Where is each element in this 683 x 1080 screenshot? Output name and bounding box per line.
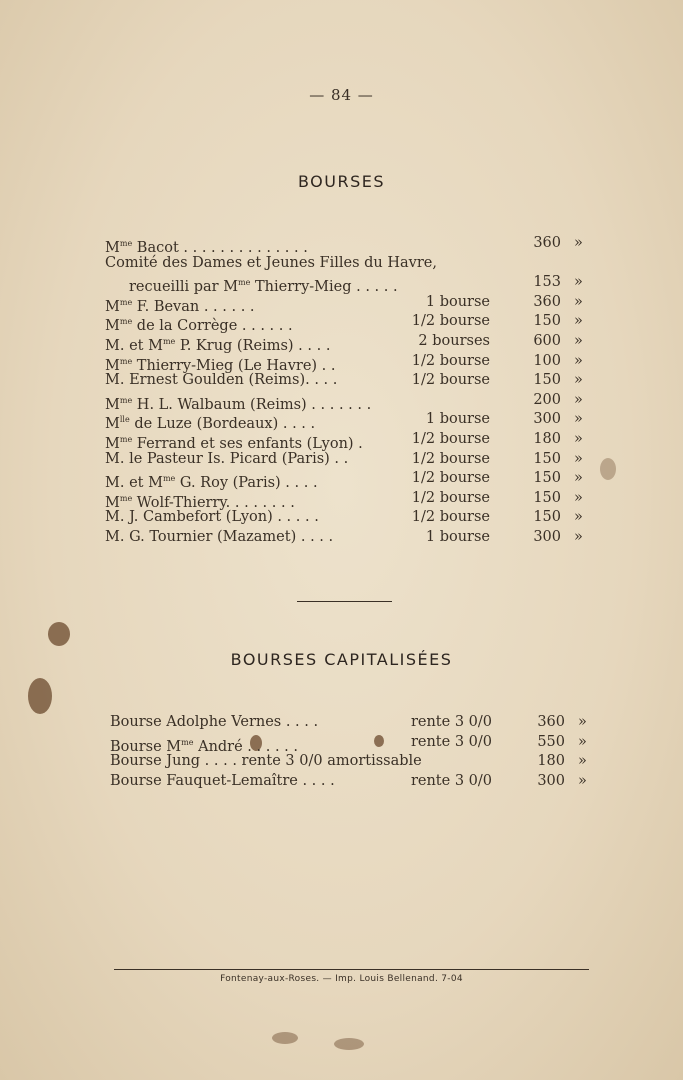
ditto-mark: » xyxy=(578,772,587,789)
ditto-mark: » xyxy=(574,470,583,487)
ditto-mark: » xyxy=(578,714,587,730)
amount: 300 xyxy=(533,529,561,545)
ink-stain xyxy=(374,735,384,747)
donor-name: Comité des Dames et Jeunes Filles du Havre, xyxy=(105,254,437,271)
bourse-quantity: 1/2 bourse xyxy=(411,489,490,506)
amount: 100 xyxy=(533,352,561,369)
ink-stain xyxy=(28,678,52,714)
ditto-mark: » xyxy=(574,450,583,467)
ditto-mark: » xyxy=(574,372,583,389)
bourse-quantity: 1/2 bourse xyxy=(411,313,490,330)
ditto-mark: » xyxy=(574,235,583,251)
section-title-bourses-capitalisees: BOURSES CAPITALISÉES xyxy=(230,650,453,669)
bourse-quantity: rente 3 0/0 xyxy=(410,733,492,750)
donor-name: recueilli par $M^{me}$ Thierry-Mieg . . . . . xyxy=(129,278,398,296)
amount: 300 xyxy=(537,772,565,789)
donor-name: $M^{me}$ Wolf-Thierry. . . . . . . . xyxy=(105,493,295,511)
donor-name: $M^{me}$ Thierry-Mieg (Le Havre) . . xyxy=(105,356,336,374)
ditto-mark: » xyxy=(574,431,583,447)
donor-name: M. le Pasteur Is. Picard (Paris) . . xyxy=(105,450,349,467)
bourse-quantity: 1/2 bourse xyxy=(411,372,490,389)
donor-name: $M^{lle}$ de Luze (Bordeaux) . . . . xyxy=(105,415,316,433)
ditto-mark: » xyxy=(574,411,583,428)
bourse-quantity: 1/2 bourse xyxy=(411,450,490,467)
bourse-quantity: 1/2 bourse xyxy=(411,431,490,447)
amount: 550 xyxy=(537,733,565,750)
donor-name: M. J. Cambefort (Lyon) . . . . . xyxy=(105,509,319,526)
donor-name: M. et $M^{me}$ P. Krug (Reims) . . . . xyxy=(105,337,331,354)
bourse-quantity: 2 bourses xyxy=(418,333,490,349)
bourse-quantity: 1/2 bourse xyxy=(411,509,490,526)
donor-name: M. Ernest Goulden (Reims). . . . xyxy=(105,372,338,389)
ink-stain xyxy=(334,1038,364,1050)
amount: 360 xyxy=(533,293,561,310)
bourse-quantity: rente 3 0/0 xyxy=(410,714,492,730)
donor-name: $M^{me}$ F. Bevan . . . . . . xyxy=(105,297,255,315)
amount: 150 xyxy=(533,509,561,526)
amount: 150 xyxy=(533,372,561,389)
donor-name: $M^{me}$ Bacot . . . . . . . . . . . . . . xyxy=(105,239,308,256)
donor-name: $M^{me}$ Ferrand et ses enfants (Lyon) . xyxy=(105,435,363,452)
bourse-quantity: 1 bourse xyxy=(425,529,490,545)
printer-imprint: Fontenay-aux-Roses. — Imp. Louis Bellenand. 7-04 xyxy=(220,974,463,984)
amount: 600 xyxy=(533,333,561,349)
ditto-mark: » xyxy=(574,489,583,506)
ditto-mark: » xyxy=(574,391,583,408)
donor-name: M. G. Tournier (Mazamet) . . . . xyxy=(105,529,334,545)
bourse-quantity: 1/2 bourse xyxy=(411,470,490,487)
amount: 150 xyxy=(533,489,561,506)
ditto-mark: » xyxy=(574,274,583,291)
amount: 200 xyxy=(533,391,561,408)
ditto-mark: » xyxy=(574,352,583,369)
donor-name: Bourse $M^{me}$ André . . . . . . xyxy=(110,737,299,755)
donor-name: Bourse Adolphe Vernes . . . . xyxy=(110,714,319,730)
ditto-mark: » xyxy=(574,293,583,310)
bourse-quantity: 1 bourse xyxy=(425,293,490,310)
amount: 300 xyxy=(533,411,561,428)
ditto-mark: » xyxy=(578,753,587,770)
bourse-quantity: 1/2 bourse xyxy=(411,352,490,369)
ditto-mark: » xyxy=(574,333,583,349)
donor-name: Bourse Fauquet-Lemaître . . . . xyxy=(110,772,335,789)
amount: 180 xyxy=(533,431,561,447)
amount: 180 xyxy=(537,753,565,770)
section-title-bourses: BOURSES xyxy=(297,172,386,191)
donor-name: M. et $M^{me}$ G. Roy (Paris) . . . . xyxy=(105,474,318,492)
donor-name: $M^{me}$ de la Corrège . . . . . . xyxy=(105,317,293,335)
amount: 150 xyxy=(533,313,561,330)
ditto-mark: » xyxy=(574,313,583,330)
amount: 360 xyxy=(533,235,561,251)
ditto-mark: » xyxy=(574,529,583,545)
page-number: — 84 — xyxy=(309,86,374,104)
ink-stain xyxy=(272,1032,298,1044)
divider xyxy=(297,601,392,602)
ink-stain xyxy=(600,458,616,480)
donor-name: $M^{me}$ H. L. Walbaum (Reims) . . . . . . . xyxy=(105,395,372,413)
amount: 360 xyxy=(537,714,565,730)
ditto-mark: » xyxy=(578,733,587,750)
amount: 150 xyxy=(533,470,561,487)
amount: 150 xyxy=(533,450,561,467)
ink-stain xyxy=(48,622,70,646)
footer-rule xyxy=(114,969,589,970)
donor-name: Bourse Jung . . . . rente 3 0/0 amortissable xyxy=(110,753,422,770)
bourse-quantity: 1 bourse xyxy=(425,411,490,428)
amount: 153 xyxy=(533,274,561,291)
ditto-mark: » xyxy=(574,509,583,526)
bourse-quantity: rente 3 0/0 xyxy=(410,772,492,789)
